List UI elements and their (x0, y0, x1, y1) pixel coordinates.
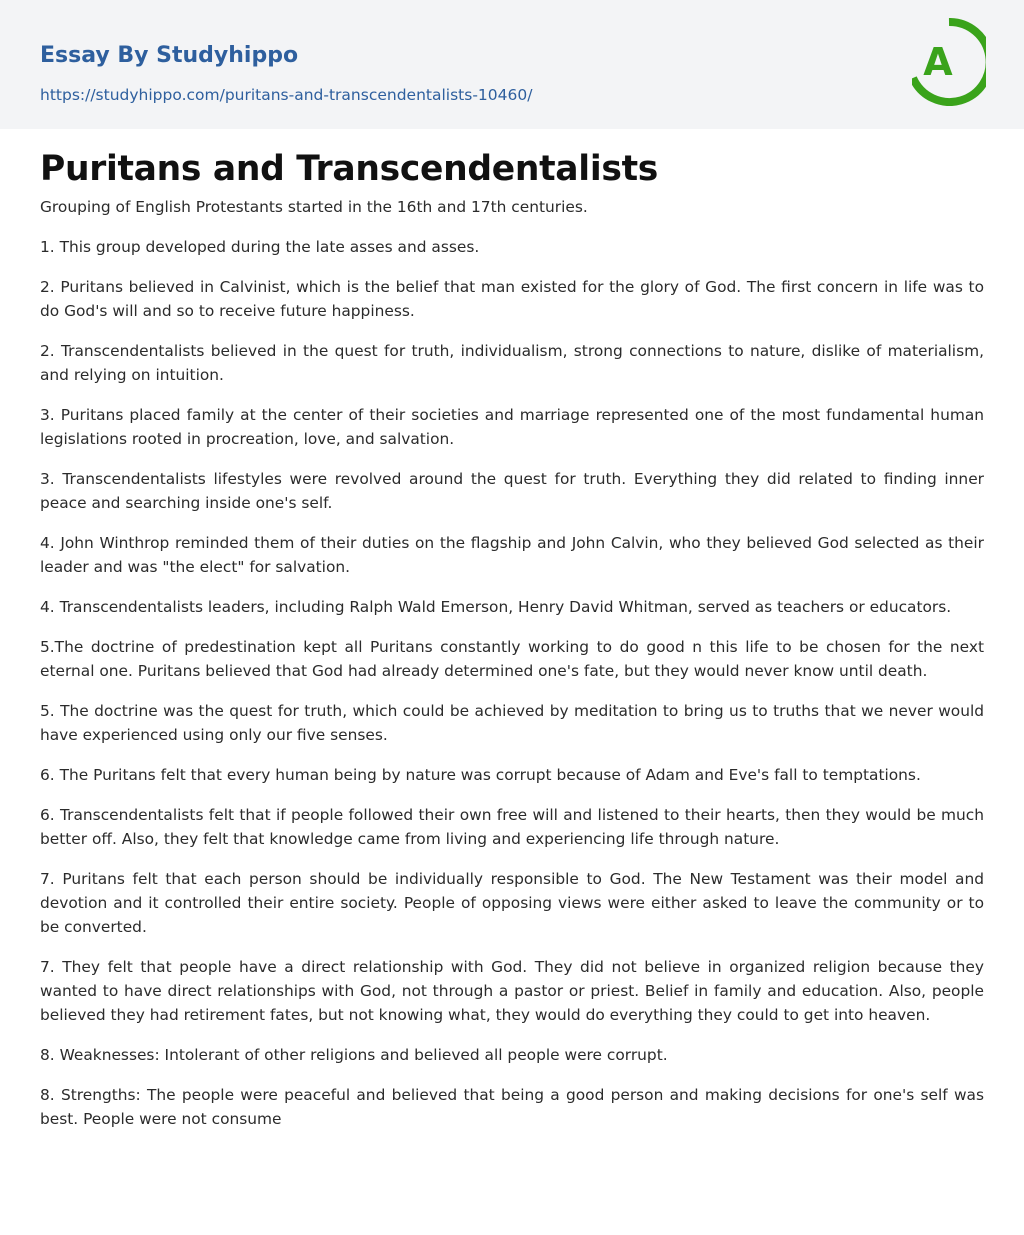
article-paragraph: 3. Transcendentalists lifestyles were revolved around the quest for truth. Everything they did related to finding inner peace and searching inside one's self. (40, 470, 984, 512)
article-paragraph: 5.The doctrine of predestination kept all Puritans constantly working to do good n this life to be chosen for the next eternal one. Puritans believed that God had already determined one's fate, but they would never know until death. (40, 638, 984, 680)
article-paragraph: 8. Strengths: The people were peaceful and believed that being a good person and making decisions for one's self was best. People were not consume (40, 1086, 984, 1128)
studyhippo-logo-icon[interactable] (912, 18, 986, 106)
article-paragraph: 4. Transcendentalists leaders, including Ralph Wald Emerson, Henry David Whitman, served as teachers or educators. (40, 598, 952, 616)
article-paragraph: 4. John Winthrop reminded them of their duties on the flagship and John Calvin, who they believed God selected as their leader and was "the elect" for salvation. (40, 534, 984, 576)
article-paragraph: 7. They felt that people have a direct relationship with God. They did not believe in organized religion because they wanted to have direct relationships with God, not through a pastor or priest. Belief in family and education. Also, people believed they had retirement fates, but not knowing what, they would do everything they could to get into heaven. (40, 958, 984, 1024)
article-paragraph: 1. This group developed during the late asses and asses. (40, 238, 480, 256)
article-paragraph: 8. Weaknesses: Intolerant of other religions and believed all people were corrupt. (40, 1046, 668, 1064)
article-paragraph: 5. The doctrine was the quest for truth, which could be achieved by meditation to bring us to truths that we never would have experienced using only our five senses. (40, 702, 984, 744)
article-paragraph: 6. Transcendentalists felt that if people followed their own free will and listened to their hearts, then they would be much better off. Also, they felt that knowledge came from living and experiencing life through nature. (40, 806, 984, 848)
article-paragraph: 6. The Puritans felt that every human being by nature was corrupt because of Adam and Eve's fall to temptations. (40, 766, 921, 784)
page-header (0, 0, 1024, 129)
article-paragraph: 2. Puritans believed in Calvinist, which is the belief that man existed for the glory of God. The first concern in life was to do God's will and so to receive future happiness. (40, 278, 984, 320)
article-paragraph: 3. Puritans placed family at the center of their societies and marriage represented one of the most fundamental human legislations rooted in procreation, love, and salvation. (40, 406, 984, 448)
logo-letter: A (923, 40, 953, 84)
article-paragraph: 7. Puritans felt that each person should be individually responsible to God. The New Testament was their model and devotion and it controlled their entire society. People of opposing views were either asked to leave the community or to be converted. (40, 870, 984, 936)
article-paragraph: 2. Transcendentalists believed in the quest for truth, individualism, strong connections to nature, dislike of materialism, and relying on intuition. (40, 342, 984, 384)
article-paragraph: Grouping of English Protestants started in the 16th and 17th centuries. (40, 198, 588, 216)
article (0, 149, 1024, 1131)
brand-title: Essay By Studyhippo (40, 43, 299, 68)
essay-url-link[interactable]: https://studyhippo.com/puritans-and-transcendentalists-10460/ (40, 86, 533, 104)
article-body (40, 195, 984, 1131)
article-title: Puritans and Transcendentalists (40, 149, 659, 189)
